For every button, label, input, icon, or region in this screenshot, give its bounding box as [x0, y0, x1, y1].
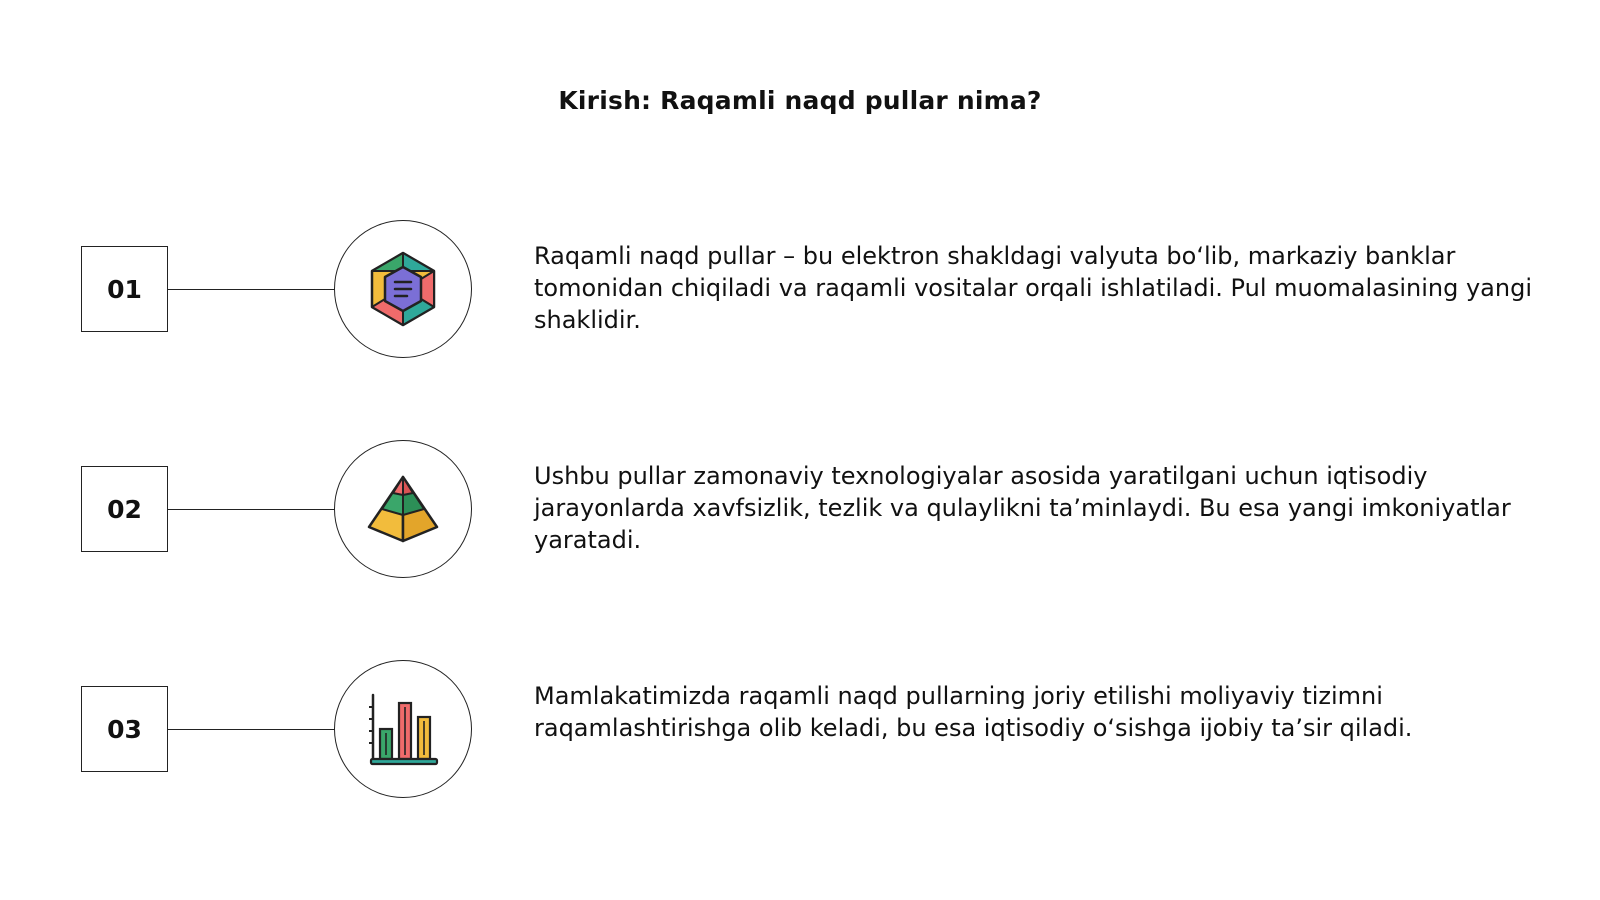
item-description: Raqamli naqd pullar – bu elektron shakldagi valyuta bo‘lib, markaziy banklar tomonidan chiqiladi va raqamli vositalar orqali ishlatiladi. Pul muomalasining yangi shaklidir.	[534, 242, 1532, 334]
list-item	[0, 660, 1600, 800]
step-number-box: 02	[81, 466, 168, 552]
connector-line	[168, 729, 335, 730]
icon-circle	[334, 660, 472, 798]
connector-line	[168, 289, 335, 290]
item-description: Ushbu pullar zamonaviy texnologiyalar asosida yaratilgani uchun iqtisodiy jarayonlarda xavfsizlik, tezlik va qulaylikni ta’minlaydi. Bu esa yangi imkoniyatlar yaratadi.	[534, 462, 1511, 554]
bar-chart-icon	[363, 689, 443, 769]
slide-title: Kirish: Raqamli naqd pullar nima?	[558, 86, 1042, 115]
icon-circle	[334, 220, 472, 358]
item-description: Mamlakatimizda raqamli naqd pullarning joriy etilishi moliyaviy tizimni raqamlashtirishga olib keladi, bu esa iqtisodiy o‘sishga ijobiy ta’sir qiladi.	[534, 682, 1413, 742]
hexagon-document-icon	[363, 249, 443, 329]
list-item	[0, 220, 1600, 360]
icon-circle	[334, 440, 472, 578]
pyramid-icon	[363, 469, 443, 549]
step-number-box: 03	[81, 686, 168, 772]
list-item	[0, 440, 1600, 580]
step-number-box: 01	[81, 246, 168, 332]
connector-line	[168, 509, 335, 510]
